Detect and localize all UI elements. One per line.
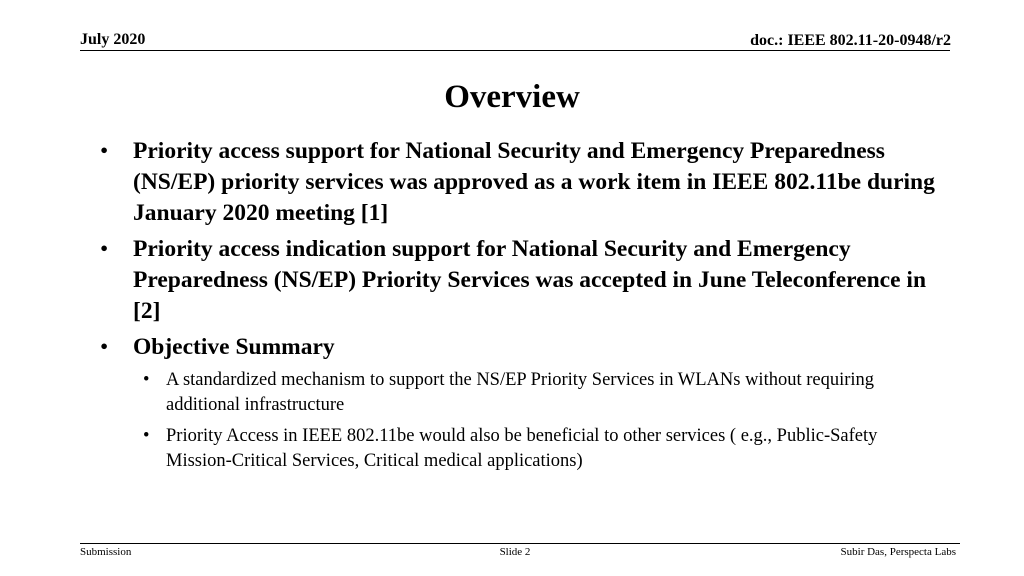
sub-bullet-text: Priority Access in IEEE 802.11be would also be beneficial to other services ( e.g., Public-Safety Mission-Critical Services, Critical medical applications) <box>166 426 878 471</box>
sub-bullet-marker: • <box>143 426 150 446</box>
slide-content <box>100 136 940 480</box>
sub-bullet-item-2 <box>143 424 940 474</box>
document-id: doc.: IEEE 802.11-20-0948/r2 <box>750 32 951 49</box>
sub-bullet-item-1 <box>143 368 940 418</box>
bullet-item-2 <box>100 234 940 327</box>
footer-author: Subir Das, Perspecta Labs <box>840 546 956 558</box>
bullet-item-3 <box>100 332 940 363</box>
header-date: July 2020 <box>80 31 146 48</box>
bullet-marker: • <box>100 236 109 262</box>
bullet-marker: • <box>100 334 109 360</box>
slide-title: Overview <box>444 79 580 115</box>
bullet-text: Priority access indication support for National Security and Emergency Preparedness (NS/EP) Priority Services was accepted in June Teleconference in [2] <box>133 236 927 324</box>
bullet-text: Priority access support for National Security and Emergency Preparedness (NS/EP) priority services was approved as a work item in IEEE 802.11be during January 2020 meeting [1] <box>133 138 935 226</box>
sub-bullet-text: A standardized mechanism to support the NS/EP Priority Services in WLANs without requiring additional infrastructure <box>166 370 875 415</box>
bullet-marker: • <box>100 138 109 164</box>
sub-bullet-marker: • <box>143 370 150 390</box>
bullet-item-1 <box>100 136 940 229</box>
footer-slide-number: Slide 2 <box>499 546 531 558</box>
bullet-text: Objective Summary <box>133 334 335 360</box>
footer-submission: Submission <box>80 546 132 558</box>
footer-divider <box>80 543 960 544</box>
header-divider <box>80 50 950 51</box>
